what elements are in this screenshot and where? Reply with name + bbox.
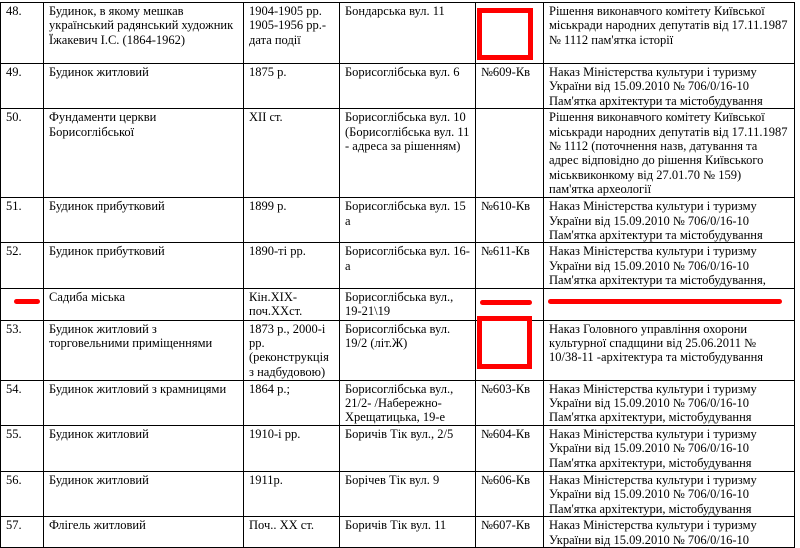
cell-reg — [476, 109, 544, 198]
cell-num: 50. — [1, 109, 44, 198]
cell-name: Будинок житловий з крамницями — [44, 380, 244, 425]
cell-reg: №611-Кв — [476, 243, 544, 288]
red-box-mark-row-48 — [477, 8, 533, 60]
cell-address: Борисоглібська вул., 19-21\19 — [340, 288, 476, 320]
table-row — [1, 517, 795, 548]
cell-num: 55. — [1, 425, 44, 471]
cell-name: Будинок, в якому мешкав український радянський художник Їжакевич І.С. (1864-1962) — [44, 3, 244, 64]
cell-doc: Наказ Міністерства культури і туризму України від 15.09.2010 № 706/0/16-10 Пам'ятка архітектури, містобудування — [544, 425, 795, 471]
table-row — [1, 64, 795, 109]
cell-date: 1899 р. — [244, 198, 340, 243]
cell-address: Борисоглібська вул. 6 — [340, 64, 476, 109]
cell-address: Боричів Тік вул., 2/5 — [340, 425, 476, 471]
cell-reg: №610-Кв — [476, 198, 544, 243]
cell-doc: Наказ Міністерства культури і туризму України від 15.09.2010 № 706/0/16-10 — [544, 517, 795, 548]
cell-name: Будинок прибутковий — [44, 243, 244, 288]
cell-num — [1, 288, 44, 320]
cell-name: Будинок прибутковий — [44, 198, 244, 243]
cell-doc: Наказ Міністерства культури і туризму України від 15.09.2010 № 706/0/16-10 Пам'ятка архітектури, містобудування — [544, 380, 795, 425]
cell-doc — [544, 288, 795, 320]
cell-date: 1875 р. — [244, 64, 340, 109]
cell-reg: №604-Кв — [476, 425, 544, 471]
cell-name: Флігель житловий — [44, 517, 244, 548]
table-row — [1, 109, 795, 198]
cell-doc: Рішення виконавчого комітету Київської міськради народних депутатів від 17.11.1987 № 1112 пам'ятка історії — [544, 3, 795, 64]
cell-doc: Наказ Головного управління охорони культурної спадщини від 25.06.2011 № 10/38-11 -архітектура та містобудування — [544, 320, 795, 380]
cell-num: 52. — [1, 243, 44, 288]
cell-name: Будинок житловий — [44, 425, 244, 471]
cell-date: Поч.. XX ст. — [244, 517, 340, 548]
cell-date: 1904-1905 рр. 1905-1956 рр.- дата події — [244, 3, 340, 64]
table-row — [1, 425, 795, 471]
cell-date: 1910-і рр. — [244, 425, 340, 471]
cell-doc: Наказ Міністерства культури і туризму України від 15.09.2010 № 706/0/16-10 Пам'ятка архітектури та містобудування — [544, 198, 795, 243]
cell-num: 57. — [1, 517, 44, 548]
cell-address: Боричів Тік вул. 11 — [340, 517, 476, 548]
cell-date: 1890-ті рр. — [244, 243, 340, 288]
cell-doc: Рішення виконавчого комітету Київської міськради народних депутатів від 17.11.1987 № 1112 (поточнення назв, датування та адрес відповідно до рішення Київського міськвиконкому від 27.01.70 № 159) пам'ятка археології — [544, 109, 795, 198]
cell-name: Будинок житловий — [44, 471, 244, 516]
cell-name: Будинок житловий — [44, 64, 244, 109]
red-dash-mark-reg — [480, 300, 532, 305]
red-box-mark-row-53 — [477, 316, 532, 369]
cell-date: XII ст. — [244, 109, 340, 198]
cell-num: 51. — [1, 198, 44, 243]
cell-address: Борисоглібська вул., 21/2- /Набережно-Хрещатицька, 19-е — [340, 380, 476, 425]
table-row — [1, 288, 795, 320]
table-row — [1, 243, 795, 288]
monuments-table — [0, 2, 795, 548]
cell-reg: №603-Кв — [476, 380, 544, 425]
table-row — [1, 320, 795, 380]
table-row — [1, 471, 795, 516]
cell-num: 48. — [1, 3, 44, 64]
cell-date: Кін.XIX-поч.XXст. — [244, 288, 340, 320]
cell-reg: №607-Кв — [476, 517, 544, 548]
table-row — [1, 198, 795, 243]
cell-reg: №606-Кв — [476, 471, 544, 516]
table-row — [1, 380, 795, 425]
cell-doc: Наказ Міністерства культури і туризму України від 15.09.2010 № 706/0/16-10 Пам'ятка архітектури та містобудування — [544, 64, 795, 109]
cell-doc: Наказ Міністерства культури і туризму України від 15.09.2010 № 706/0/16-10 Пам'ятка архітектури, містобудування — [544, 471, 795, 516]
cell-name: Будинок житловий з торговельними приміщеннями — [44, 320, 244, 380]
cell-address: Борічев Тік вул. 9 — [340, 471, 476, 516]
cell-num: 53. — [1, 320, 44, 380]
cell-name: Садиба міська — [44, 288, 244, 320]
cell-doc: Наказ Міністерства культури і туризму України від 15.09.2010 № 706/0/16-10 Пам'ятка архітектури та містобудування, — [544, 243, 795, 288]
cell-date: 1911р. — [244, 471, 340, 516]
red-underline-mark-doc — [548, 299, 782, 304]
cell-address: Борисоглібська вул. 15 а — [340, 198, 476, 243]
cell-date: 1864 р.; — [244, 380, 340, 425]
cell-address: Борисоглібська вул. 10 (Борисоглібська вул. 11 - адреса за рішенням) — [340, 109, 476, 198]
cell-num: 56. — [1, 471, 44, 516]
table-row — [1, 3, 795, 64]
cell-num: 49. — [1, 64, 44, 109]
cell-address: Борисоглібська вул. 19/2 (літ.Ж) — [340, 320, 476, 380]
cell-address: Борисоглібська вул. 16-а — [340, 243, 476, 288]
cell-reg: №609-Кв — [476, 64, 544, 109]
cell-address: Бондарська вул. 11 — [340, 3, 476, 64]
cell-name: Фундаменти церкви Борисоглібської — [44, 109, 244, 198]
cell-date: 1873 р., 2000-і рр. (реконструкція з надбудовою) — [244, 320, 340, 380]
red-dash-mark-left — [14, 299, 40, 304]
cell-num: 54. — [1, 380, 44, 425]
